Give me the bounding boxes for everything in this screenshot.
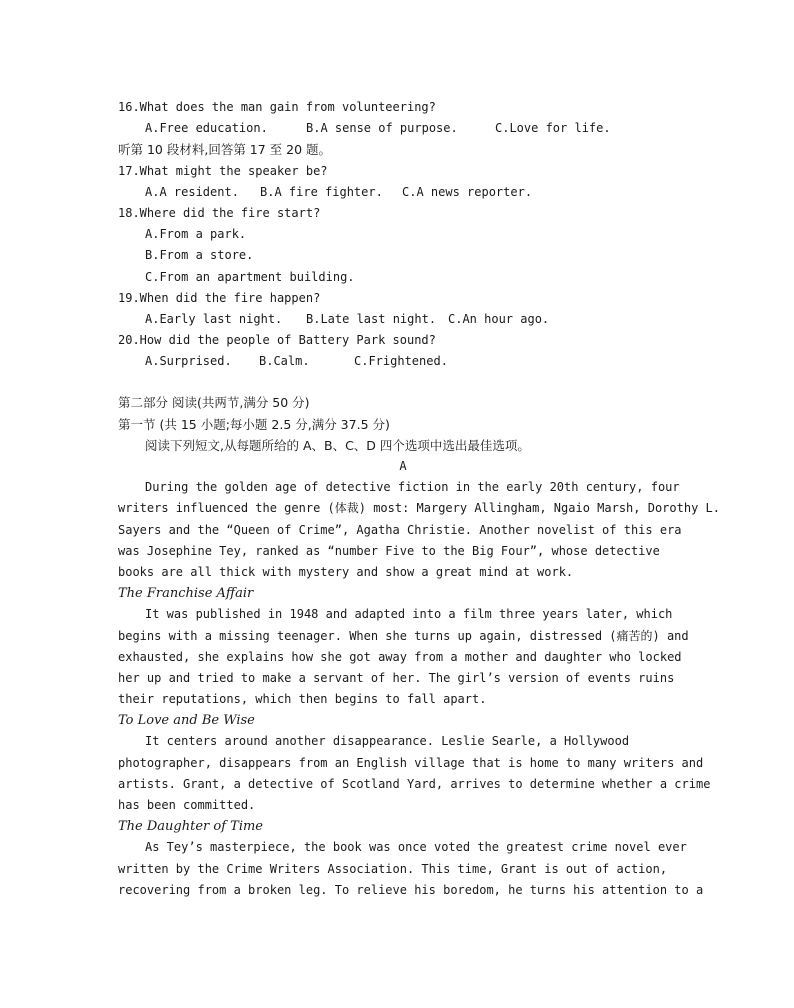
paragraph-line: As Tey’s masterpiece, the book was once voted the greatest crime novel ever xyxy=(145,840,687,855)
section-one-heading: 第一节 (共 15 小题;每小题 2.5 分,满分 37.5 分) xyxy=(118,416,390,432)
paragraph-line: has been committed. xyxy=(118,798,256,812)
question-20: 20.How did the people of Battery Park sound? xyxy=(118,333,436,348)
part-two-heading: 第二部分 阅读(共两节,满分 50 分) xyxy=(118,395,310,411)
option-b: B.A sense of purpose. xyxy=(306,121,458,136)
option-a: A.From a park. xyxy=(145,227,247,242)
option-c: C.An hour ago. xyxy=(448,311,550,326)
paragraph-line: artists. Grant, a detective of Scotland Yard, arrives to determine whether a crime xyxy=(118,776,711,791)
intro-paragraph xyxy=(118,477,720,583)
paragraph-line: her up and tried to make a servant of her. The girl’s version of events ruins xyxy=(118,670,675,685)
option-b: B.From a store. xyxy=(145,248,254,263)
passage-label: A xyxy=(399,459,407,473)
paragraph-line: Sayers and the “Queen of Crime”, Agatha Christie. Another novelist of this era xyxy=(118,522,682,537)
paragraph-line: exhausted, she explains how she got away from a mother and daughter who locked xyxy=(118,649,682,664)
book1-paragraph xyxy=(118,604,688,710)
book-title-to-love-and-be-wise: To Love and Be Wise xyxy=(118,713,255,729)
paragraph-line: begins with a missing teenager. When she turns up again, distressed (痛苦的) and xyxy=(118,628,689,643)
question-17-options xyxy=(118,182,688,203)
book-title-franchise-affair: The Franchise Affair xyxy=(118,586,254,602)
reading-instruction: 阅读下列短文,从每题所给的 A、B、C、D 四个选项中选出最佳选项。 xyxy=(145,437,530,453)
question-16-options xyxy=(118,118,688,139)
spacer xyxy=(118,372,688,392)
paragraph-line: written by the Crime Writers Association. This time, Grant is out of action, xyxy=(118,861,668,876)
question-16: 16.What does the man gain from volunteering? xyxy=(118,100,436,114)
question-19-options xyxy=(118,309,688,330)
paragraph-line: photographer, disappears from an English village that is home to many writers and xyxy=(118,755,704,770)
option-a: A.Surprised. xyxy=(145,354,232,369)
question-18: 18.Where did the fire start? xyxy=(118,205,321,220)
paragraph-line: recovering from a broken leg. To relieve his boredom, he turns his attention to a xyxy=(118,882,704,897)
paragraph-line: writers influenced the genre (体裁) most: Margery Allingham, Ngaio Marsh, Dorothy L. xyxy=(118,501,720,516)
option-c: C.Frightened. xyxy=(354,354,448,369)
option-a: A.Free education. xyxy=(145,121,268,136)
option-a: A.A resident. xyxy=(145,184,239,199)
paragraph-line: It was published in 1948 and adapted into a film three years later, which xyxy=(145,607,673,622)
book2-paragraph xyxy=(118,731,711,816)
listening-instruction: 听第 10 段材料,回答第 17 至 20 题。 xyxy=(118,142,332,158)
option-b: B.Calm. xyxy=(259,354,310,369)
question-20-options xyxy=(118,351,688,372)
book-title-daughter-of-time: The Daughter of Time xyxy=(118,819,263,835)
option-c: C.Love for life. xyxy=(495,121,611,136)
book3-paragraph xyxy=(118,837,704,901)
option-b: B.A fire fighter. xyxy=(260,184,383,199)
paragraph-line: It centers around another disappearance. Leslie Searle, a Hollywood xyxy=(145,734,630,749)
paragraph-line: their reputations, which then begins to fall apart. xyxy=(118,692,487,707)
question-19: 19.When did the fire happen? xyxy=(118,290,321,305)
document-page xyxy=(118,97,720,901)
option-c: C.A news reporter. xyxy=(402,184,533,199)
option-b: B.Late last night. xyxy=(306,311,437,326)
option-a: A.Early last night. xyxy=(145,311,283,326)
paragraph-line: books are all thick with mystery and show a great mind at work. xyxy=(118,564,574,579)
paragraph-line: During the golden age of detective fiction in the early 20th century, four xyxy=(145,480,680,495)
option-c: C.From an apartment building. xyxy=(145,269,355,284)
question-17: 17.What might the speaker be? xyxy=(118,163,328,178)
paragraph-line: was Josephine Tey, ranked as “number Five to the Big Four”, whose detective xyxy=(118,543,660,558)
